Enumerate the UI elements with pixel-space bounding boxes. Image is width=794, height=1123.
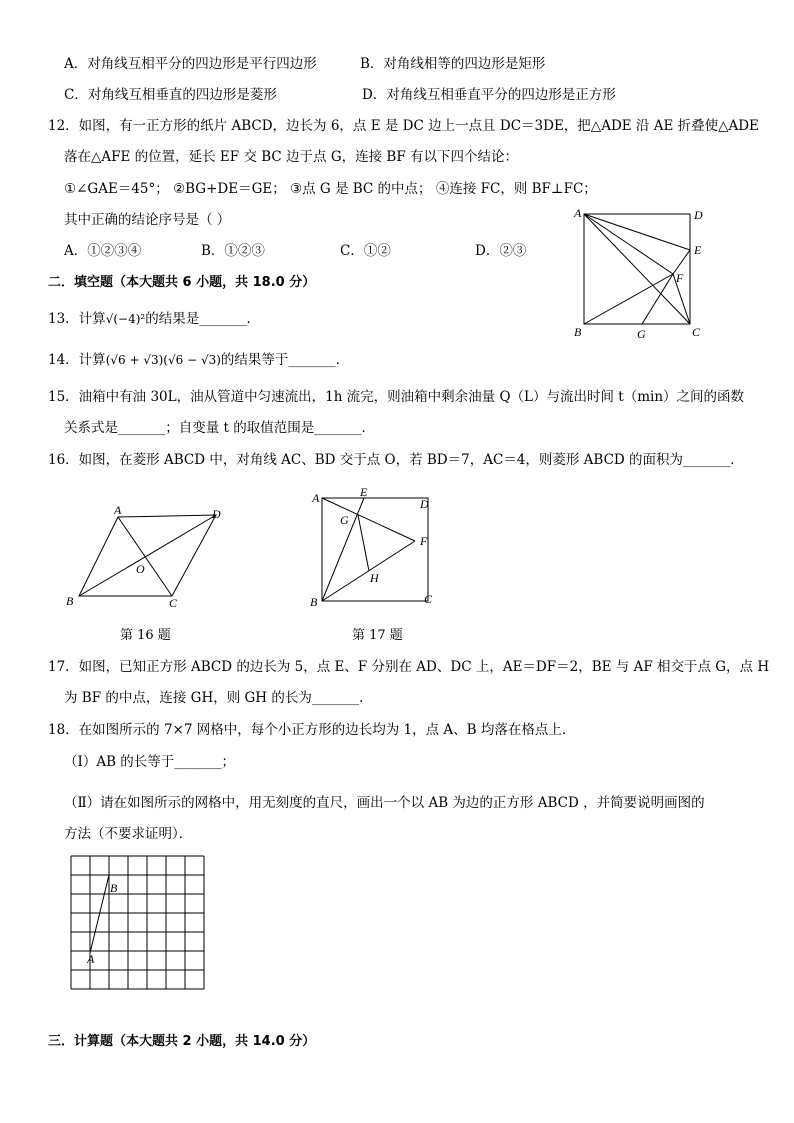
- q17-label-f: F: [420, 534, 428, 548]
- q15-line1: 15．油箱中有油 30L，油从管道中匀速流出，1h 流完，则油箱中剩余油量 Q（L）与流出时间 t（min）之间的函数: [48, 389, 745, 405]
- q17-caption: 第 17 题: [352, 628, 403, 643]
- q17-label-g: G: [340, 513, 349, 527]
- q16-label-c: C: [169, 596, 178, 610]
- q17-label-b: B: [310, 595, 318, 609]
- q12-option-a: A．①②③④: [64, 243, 142, 259]
- q17-line2: 为 BF 的中点，连接 GH，则 GH 的长为_______．: [64, 690, 373, 706]
- q12-option-b: B．①②③: [201, 243, 265, 259]
- q18-label-b: B: [110, 881, 118, 895]
- q12-line2: 落在△AFE 的位置，延长 EF 交 BC 边于点 G，连接 BF 有以下四个结论：: [64, 149, 518, 165]
- q12-question: 其中正确的结论序号是（ ）: [64, 212, 231, 228]
- q11-option-c: C．对角线互相垂直的四边形是菱形: [64, 87, 277, 103]
- q13-expression: √(−4)²: [105, 312, 146, 326]
- q17-label-d: D: [420, 497, 429, 511]
- q13-suffix: 的结果是_______．: [145, 311, 260, 327]
- q12-label-c: C: [692, 325, 701, 339]
- q14-expression: (√6 + √3)(√6 − √3): [105, 353, 221, 367]
- q11-option-d: D．对角线互相垂直平分的四边形是正方形: [362, 87, 616, 103]
- q18-line1: 18．在如图所示的 7×7 网格中，每个小正方形的边长均为 1，点 A、B 均落在格点上．: [48, 722, 576, 738]
- q14-prefix: 14．计算: [48, 352, 106, 368]
- q12-label-a: A: [574, 206, 582, 220]
- q11-option-b: B．对角线相等的四边形是矩形: [360, 56, 546, 72]
- q12-label-b: B: [574, 325, 582, 339]
- q13: [48, 313, 260, 327]
- q15-line2: 关系式是_______；自变量 t 的取值范围是_______．: [64, 420, 376, 436]
- section-3-heading: 三．计算题（本大题共 2 小题，共 14.0 分）: [48, 1034, 316, 1049]
- q16-line1: 16．如图，在菱形 ABCD 中，对角线 AC、BD 交于点 O，若 BD＝7，AC＝4，则菱形 ABCD 的面积为_______．: [48, 452, 744, 468]
- q17-label-h: H: [370, 571, 379, 585]
- q16-label-a: A: [114, 503, 122, 517]
- q18-part1: （Ⅰ）AB 的长等于_______；: [64, 754, 236, 770]
- q17-figure: [308, 486, 448, 611]
- q16-label-b: B: [66, 594, 74, 608]
- q14: [48, 354, 349, 368]
- section-2-heading: 二．填空题（本大题共 6 小题，共 18.0 分）: [48, 275, 316, 290]
- q18-label-a: A: [87, 952, 95, 966]
- q17-label-c: C: [424, 592, 433, 606]
- q18-part2-cont: 方法（不要求证明）．: [64, 826, 193, 842]
- q16-figure: [62, 500, 242, 615]
- q12-conclusions: ①∠GAE＝45°； ②BG+DE＝GE； ③点 G 是 BC 的中点； ④连接 FC，则 BF⊥FC；: [64, 181, 597, 197]
- q18-part2: （Ⅱ）请在如图所示的网格中，用无刻度的直尺，画出一个以 AB 为边的正方形 ABCD ，并简要说明画图的: [64, 795, 705, 811]
- q12-line1: 12．如图，有一正方形的纸片 ABCD，边长为 6，点 E 是 DC 边上一点且 DC＝3DE，把△ADE 沿 AE 折叠使△ADE: [48, 118, 759, 134]
- q16-caption: 第 16 题: [120, 628, 171, 643]
- q12-option-d: D．②③: [475, 243, 527, 259]
- q14-suffix: 的结果等于_______．: [220, 352, 350, 368]
- q12-label-d: D: [694, 208, 703, 222]
- q18-segment-ab: [90, 875, 109, 953]
- q17-line1: 17．如图，已知正方形 ABCD 的边长为 5，点 E、F 分别在 AD、DC 上，AE＝DF＝2，BE 与 AF 相交于点 G，点 H: [48, 659, 770, 675]
- q17-label-a: A: [312, 491, 320, 505]
- q12-label-f: F: [676, 271, 684, 285]
- q18-grid-figure: [68, 852, 210, 992]
- q12-label-g: G: [637, 327, 646, 341]
- q12-label-e: E: [694, 243, 702, 257]
- q11-option-a: A．对角线互相平分的四边形是平行四边形: [64, 56, 317, 72]
- q17-label-e: E: [360, 486, 368, 499]
- q16-label-d: D: [212, 507, 221, 521]
- q12-figure: [568, 202, 718, 342]
- q12-option-c: C．①②: [340, 243, 391, 259]
- q13-prefix: 13．计算: [48, 311, 106, 327]
- q16-label-o: O: [136, 562, 145, 576]
